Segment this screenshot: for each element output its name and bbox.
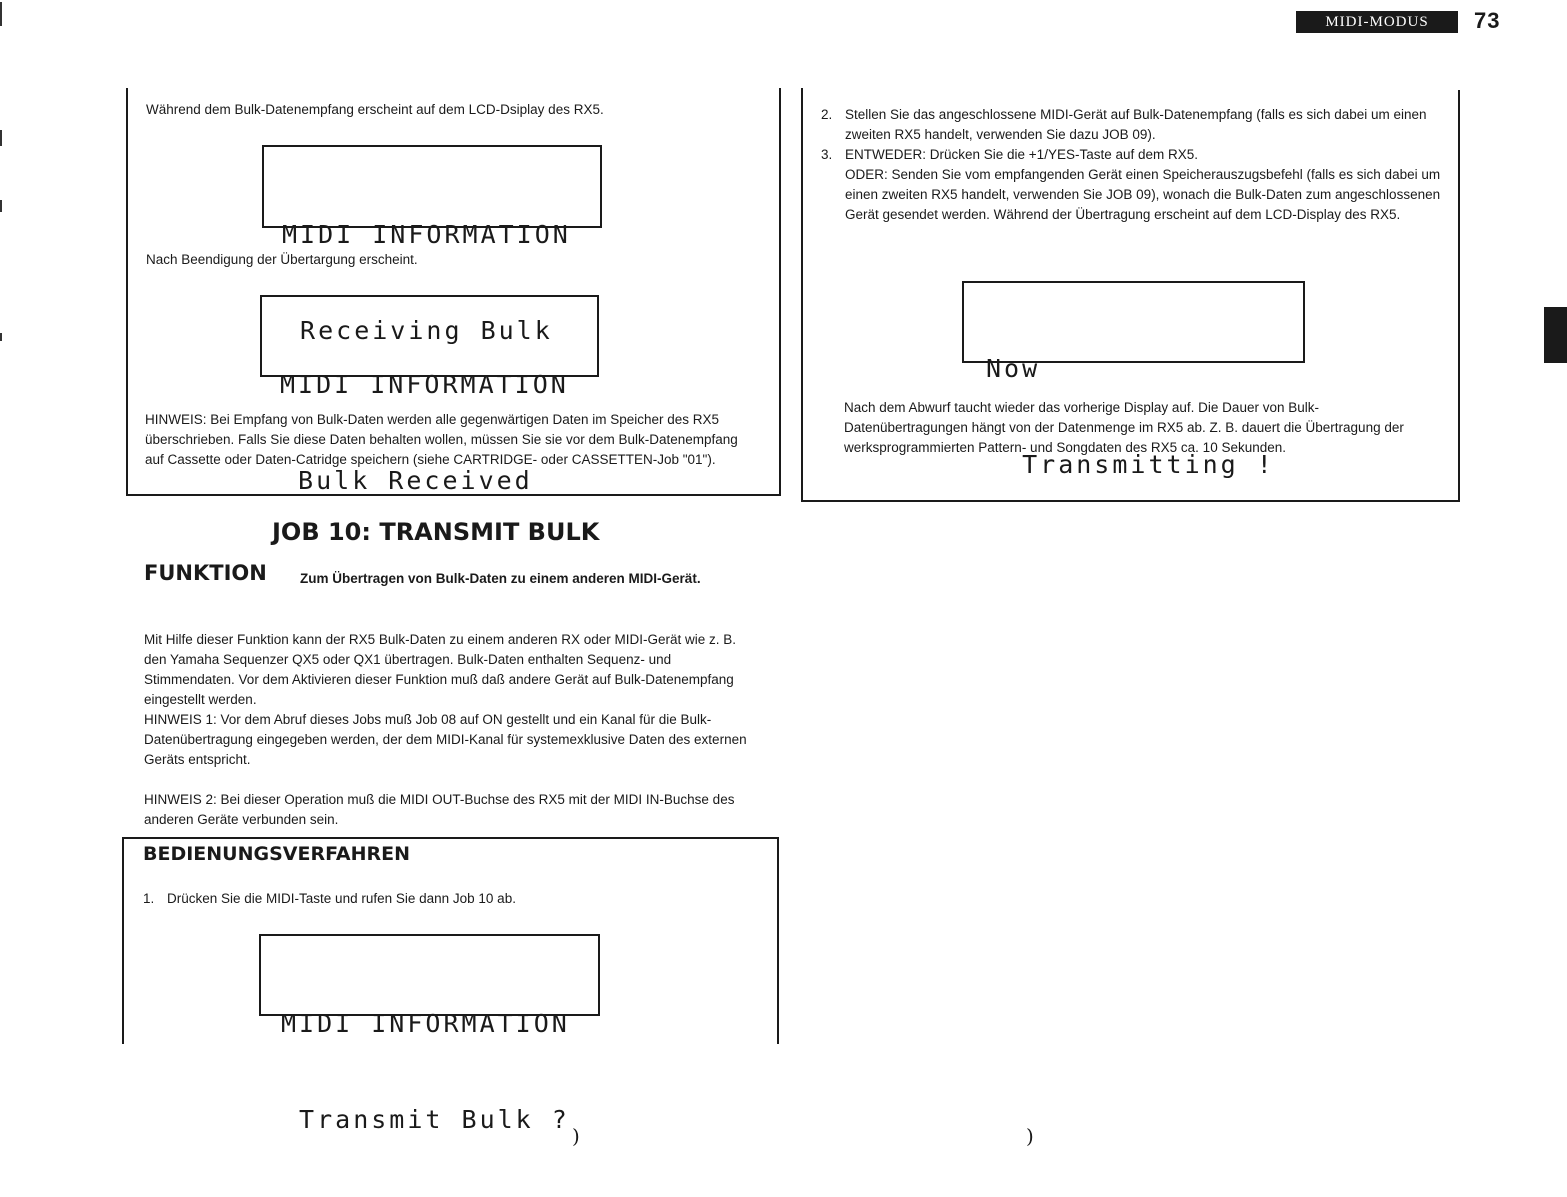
after-transfer-text: Nach Beendigung der Übertargung erscheint. — [146, 252, 418, 267]
funktion-label: FUNKTION — [144, 561, 267, 585]
description-text: Mit Hilfe dieser Funktion kann der RX5 Bulk-Daten zu einem anderen RX oder MIDI-Gerät wie z. B. den Yamaha Sequenzer QX5 oder QX1 übertragen. Bulk-Daten enthalten Sequenz- und Stimmendaten. Vor dem Aktivieren dieser Funktion muß daß andere Gerät auf Bulk-Datenempfang eingestellt werden. — [144, 632, 737, 707]
procedure-steps — [143, 889, 763, 909]
note1-paragraph — [144, 710, 750, 770]
step-text: Stellen Sie das angeschlossene MIDI-Gerät auf Bulk-Datenempfang (falls es sich dabei um einen zweiten RX5 handelt, verwenden Sie dazu JOB 09). — [845, 107, 1427, 142]
job-description — [144, 630, 750, 770]
right-box-border — [801, 88, 803, 501]
procedure-box-border — [122, 837, 124, 1044]
note2-text: Bei dieser Operation muß die MIDI OUT-Buchse des RX5 mit der MIDI IN-Buchse des anderen Geräte verbunden sein. — [144, 792, 735, 827]
note2-label: HINWEIS 2: — [144, 792, 217, 807]
footer-mark: ) — [572, 1124, 580, 1148]
lcd-line: MIDI INFORMATION — [282, 220, 571, 249]
job-title: JOB 10: TRANSMIT BULK — [272, 518, 600, 546]
scan-margin-mark — [0, 2, 2, 26]
note-text: Bei Empfang von Bulk-Daten werden alle gegenwärtigen Daten im Speicher des RX5 überschrieben. Falls Sie diese Daten behalten wollen, müssen Sie sie vor dem Bulk-Datenempfang auf Cassette oder Daten-Catridge speichern (siehe CARTRIDGE- oder CASSETTEN-Job "01"). — [145, 412, 738, 467]
right-steps — [821, 105, 1443, 225]
left-box-border — [779, 88, 781, 495]
note2-paragraph — [144, 790, 750, 830]
scan-margin-mark — [0, 333, 2, 341]
step-number: 3. — [821, 147, 833, 162]
lcd-display — [259, 934, 600, 1134]
lcd-line: Transmit Bulk ? — [281, 1105, 570, 1134]
right-box-border — [1458, 90, 1460, 501]
procedure-box-border — [777, 837, 779, 1044]
procedure-box-border — [122, 837, 779, 839]
funktion-description: Zum Übertragen von Bulk-Daten zu einem anderen MIDI-Gerät. — [300, 571, 701, 586]
closing-text: Nach dem Abwurf taucht wieder das vorherige Display auf. Die Dauer von Bulk-Datenübertragungen hängt von der Datenmenge im RX5 ab. Z. B. dauert die Übertragung der werksprogrammierten Pattern- und Songdaten des RX5 ca. 10 Sekunden. — [844, 400, 1404, 455]
left-box-border — [126, 88, 128, 495]
lcd-line: MIDI INFORMATION — [281, 1009, 570, 1038]
lcd-line: Now — [986, 354, 1041, 383]
step-number: 2. — [821, 107, 833, 122]
page-number: 73 — [1474, 8, 1501, 33]
step-text: Drücken Sie die MIDI-Taste und rufen Sie dann Job 10 ab. — [167, 891, 516, 906]
note1-text: Vor dem Abruf dieses Jobs muß Job 08 auf ON gestellt und ein Kanal für die Bulk-Datenübertragung eingegeben werden, der dem MIDI-Kanal für systemexklusive Daten des externen Geräts entspricht. — [144, 712, 747, 767]
footer-mark: ) — [1026, 1124, 1034, 1148]
intro-text: Während dem Bulk-Datenempfang erscheint auf dem LCD-Dsiplay des RX5. — [146, 102, 604, 117]
note1-label: HINWEIS 1: — [144, 712, 217, 727]
note-paragraph — [145, 410, 759, 470]
scan-margin-mark — [0, 200, 2, 212]
lcd-line: Bulk Received — [280, 466, 533, 495]
step-item — [143, 889, 763, 909]
lcd-line: MIDI INFORMATION — [280, 370, 569, 399]
chapter-tab-marker — [1544, 307, 1567, 363]
step-item — [821, 145, 1443, 225]
lcd-line: Receiving Bulk — [282, 316, 553, 345]
step-text: ENTWEDER: Drücken Sie die +1/YES-Taste auf dem RX5. — [845, 147, 1199, 162]
procedure-heading: BEDIENUNGSVERFAHREN — [143, 843, 411, 865]
step-item — [821, 105, 1443, 145]
note-label: HINWEIS: — [145, 412, 207, 427]
step-number: 1. — [143, 891, 155, 906]
scan-margin-mark — [0, 130, 2, 146]
section-tag: MIDI-MODUS — [1296, 11, 1458, 33]
lcd-line: Transmitting ! — [986, 450, 1275, 479]
step-text: ODER: Senden Sie vom empfangenden Gerät einen Speicherauszugsbefehl (falls es sich dabei um einen zweiten RX5 handelt, verwenden Sie JOB 09), wonach die Bulk-Daten zum angeschlossenen Gerät gesendet werden. Während der Übertragung erscheint auf dem LCD-Display des RX5. — [845, 167, 1441, 222]
